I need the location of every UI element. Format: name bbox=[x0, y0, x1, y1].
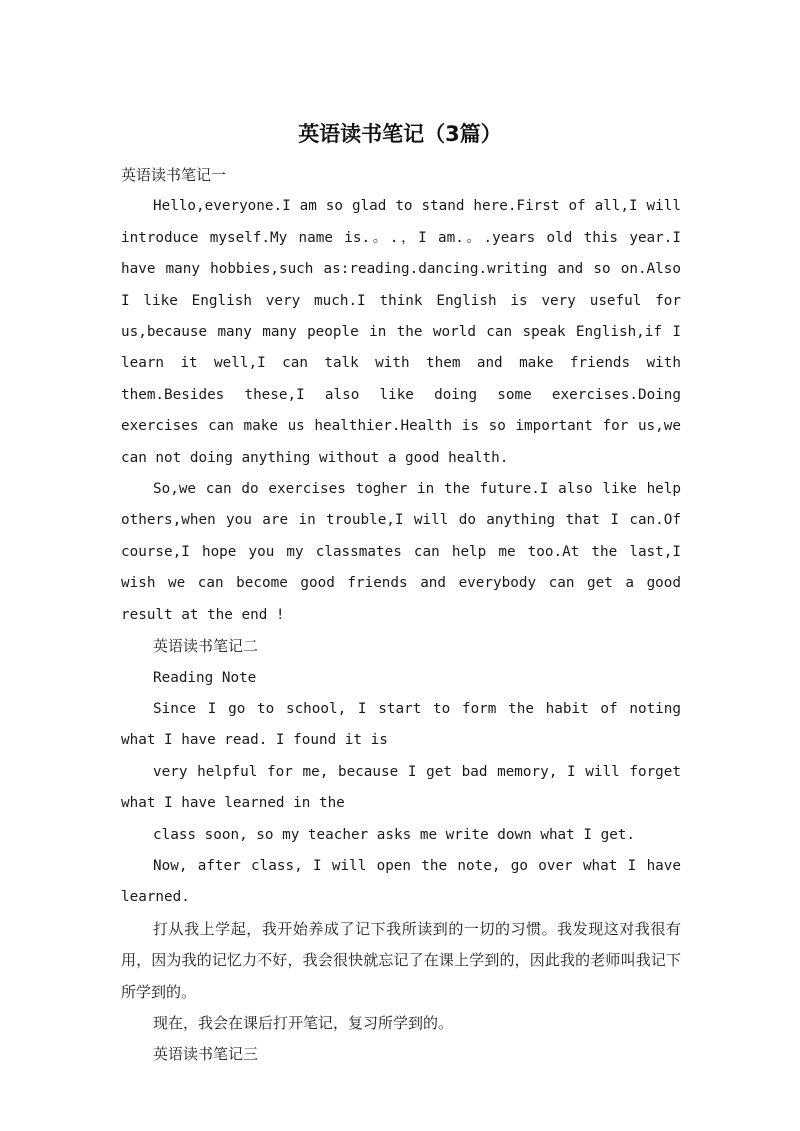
paragraph-5: class soon, so my teacher asks me write down what I get. bbox=[153, 826, 636, 843]
reading-note-title: Reading Note bbox=[153, 669, 257, 686]
document-body bbox=[121, 160, 681, 1071]
section-heading-1: 英语读书笔记一 bbox=[121, 166, 227, 184]
section-heading-2: 英语读书笔记二 bbox=[153, 637, 259, 656]
paragraph-7-chinese: 打从我上学起，我开始养成了记下我所读到的一切的习惯。我发现这对我很有用，因为我的记忆力不好，我会很快就忘记了在课上学到的，因此我的老师叫我记下所学到的。 bbox=[121, 919, 681, 1001]
paragraph-2: So,we can do exercises togher in the future.I also like help others,when you are in trouble,I will do anything that I can.Of course,I hope you my classmates can help me too.At the last,I wish we can become good friends and everybody can get a good result at the end ! bbox=[121, 481, 681, 623]
paragraph-6: Now, after class, I will open the note, go over what I have learned. bbox=[121, 857, 681, 906]
paragraph-3: Since I go to school, I start to form the habit of noting what I have read. I found it is bbox=[121, 700, 681, 749]
paragraph-1: Hello,everyone.I am so glad to stand here.First of all,I will introduce myself.My name is.。.，I am.。.years old this year.I have many hobbies,such as:reading.dancing.writing and so on.Also I like English very much.I think English is very useful for us,because many many people in the world can speak English,if I learn it well,I can talk with them and make friends with them.Besides these,I also like doing some exercises.Doing exercises can make us healthier.Health is so important for us,we can not doing anything without a good health. bbox=[121, 198, 681, 466]
paragraph-4: very helpful for me, because I get bad memory, I will forget what I have learned in the bbox=[121, 763, 681, 812]
paragraph-8-chinese: 现在，我会在课后打开笔记，复习所学到的。 bbox=[153, 1013, 454, 1032]
page-title: 英语读书笔记（3篇） bbox=[298, 122, 502, 146]
section-heading-3: 英语读书笔记三 bbox=[153, 1045, 259, 1064]
